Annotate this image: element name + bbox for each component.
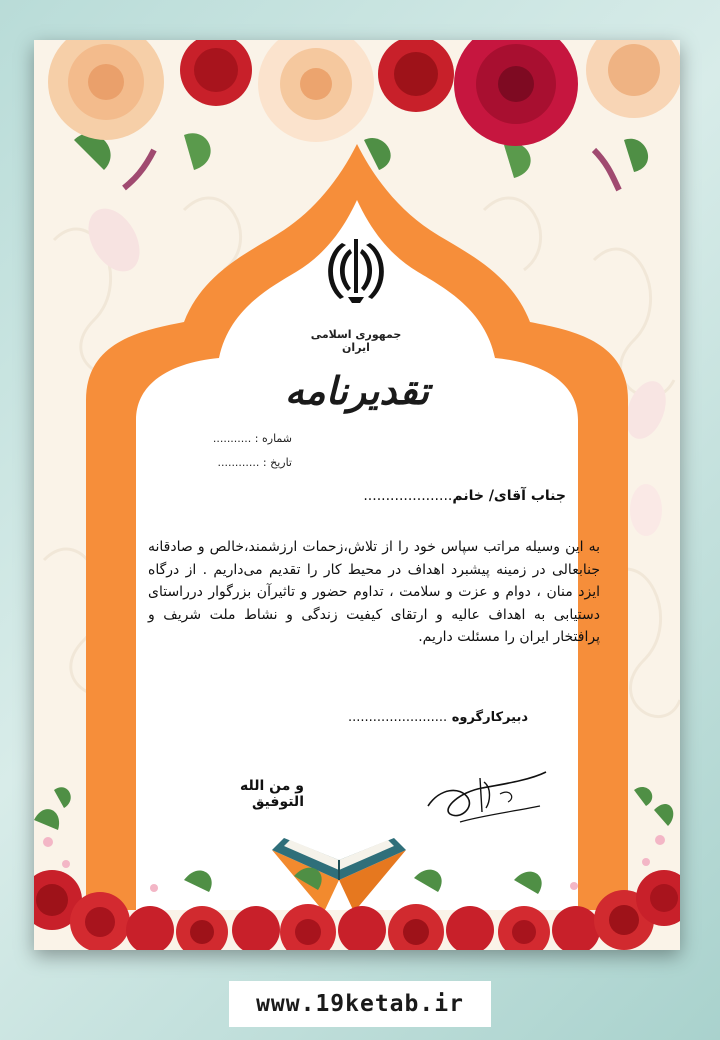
watermark-url: www.19ketab.ir — [229, 981, 491, 1027]
certificate-card — [34, 40, 680, 950]
emblem-caption: جمهوری اسلامی ایران — [310, 328, 402, 354]
number-field: شماره : ........... — [212, 432, 292, 445]
recipient-line — [363, 488, 566, 504]
secretary-line — [348, 710, 528, 725]
secretary-dots: ........................ — [348, 710, 448, 725]
secretary-label: دبیرکارگروه — [451, 710, 528, 725]
body-paragraph: به این وسیله مراتب سپاس خود را از تلاش،زحمات ارزشمند،خالص و صادقانه جنابعالی در زمینه پیشبرد اهداف در محیط کار را تقدیم می‌داریم . از درگاه ایزد منان ، دوام و عزت و سلامت ، تداوم حضور و تاثیرآن بزرگوار درراستای دستیابی به اهداف عالیه و ارتقای کیفیت زندگی و نشاط ملت شریف و پرافتخار ایران را مسئلت داریم. — [148, 539, 600, 645]
recipient-dots: .................... — [363, 488, 453, 504]
iran-emblem-icon — [324, 235, 388, 307]
recipient-label: جناب آقای/ خانم — [452, 488, 566, 504]
certificate-title: تقدیرنامه — [284, 368, 430, 413]
bottom-roses — [34, 780, 680, 950]
closing-phrase: و من الله التوفیق — [240, 778, 304, 810]
top-roses — [34, 40, 680, 200]
date-field: تاریخ : ............ — [217, 456, 292, 469]
